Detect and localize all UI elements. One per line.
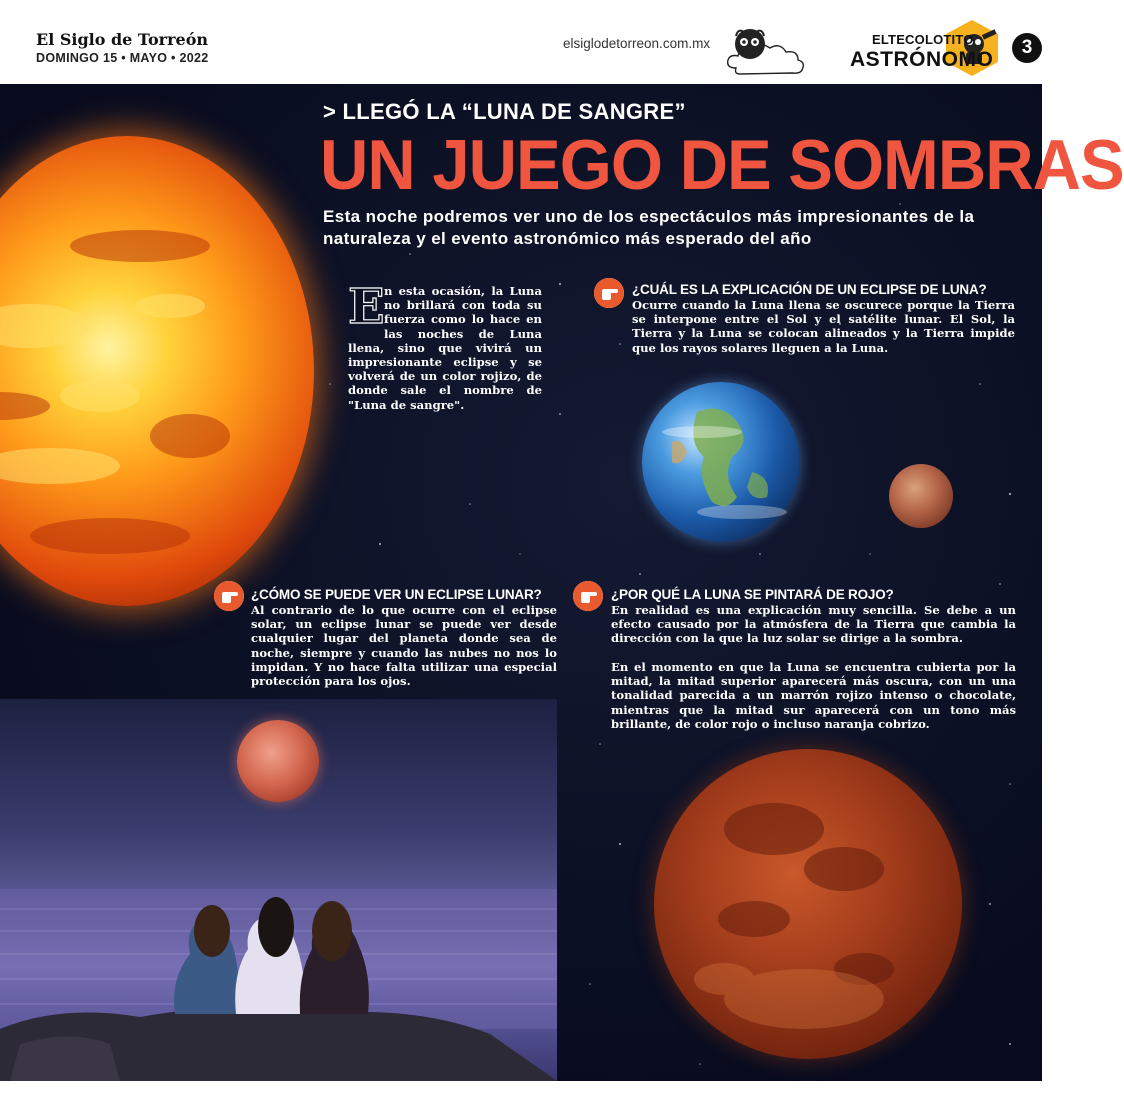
section-body-rojo: En realidad es una explicación muy sencilla. Se debe a un efecto causado por la atmósfera de la Tierra que cambia la dirección con la que la luz solar se dirige a la sombra. — [611, 603, 1016, 646]
el-tecolotito-astronomo-logo — [848, 18, 1002, 80]
brand-title-bottom: ASTRÓNOMO — [850, 48, 994, 71]
issue-date: DOMINGO 15 • MAYO • 2022 — [36, 51, 209, 65]
section-body-rojo-2: En el momento en que la Luna se encuentra cubierta por la mitad, la mitad superior aparecerá más oscura, con un una tonalidad parecida a un marrón rojizo intenso o chocolate, mientras que la mitad sur aparecerá con un tono más brillante, de color rojo o incluso naranja cobrizo. — [611, 660, 1016, 731]
owl-cloud-icon — [722, 24, 808, 80]
earth-continents — [642, 382, 800, 542]
section-title-rojo: ¿POR QUÉ LA LUNA SE PINTARÁ DE ROJO? — [611, 587, 894, 602]
section-body-como-ver: Al contrario de lo que ocurre con el eclipse solar, un eclipse lunar se puede ver desde cualquier lugar del planeta donde sea de noche, siempre y cuando las nubes no nos lo impidan. Y no hace falta utilizar una especial protección para los ojos. — [251, 603, 557, 689]
earth-image — [642, 382, 800, 542]
newspaper-masthead: El Siglo de Torreón — [36, 30, 209, 49]
pointing-hand-icon — [594, 278, 624, 308]
small-moon-image — [889, 464, 953, 528]
blood-moon-image — [654, 749, 962, 1059]
people-watching-moon-photo — [0, 699, 557, 1081]
infographic-panel — [0, 84, 1124, 1081]
intro-text: n esta ocasión, la Luna no brillará con toda su fuerza como lo hace en las noches de Luna llena, sino que vivirá un impresionante eclipse y se volverá de un color rojizo, de donde sale el nombre de "Luna de sangre". — [348, 284, 542, 412]
intro-paragraph — [348, 279, 542, 412]
blood-moon-surface — [654, 749, 962, 1059]
article-headline: UN JUEGO DE SOMBRAS — [320, 126, 1124, 205]
sea-and-people-silhouette — [0, 699, 557, 1081]
section-title-explicacion: ¿CUÁL ES LA EXPLICACIÓN DE UN ECLIPSE DE LUNA? — [632, 282, 987, 297]
article-deck: Esta noche podremos ver uno de los espectáculos más impresionantes de la naturaleza y el evento astronómico más esperado del año — [323, 207, 975, 248]
section-body-explicacion: Ocurre cuando la Luna llena se oscurece porque la Tierra se interpone entre el Sol y el satélite lunar. El Sol, la Tierra y la Luna se colocan alineados y la Tierra impide que los rayos solares lleguen a la Luna. — [632, 298, 1015, 355]
website-url[interactable]: elsiglodetorreon.com.mx — [563, 36, 711, 51]
pointing-hand-icon — [214, 581, 244, 611]
pointing-hand-icon — [573, 581, 603, 611]
page-number-badge: 3 — [1012, 33, 1042, 63]
drop-cap: E — [348, 279, 385, 335]
section-title-como-ver: ¿CÓMO SE PUEDE VER UN ECLIPSE LUNAR? — [251, 587, 542, 602]
page-header — [0, 0, 1080, 84]
article-kicker: > LLEGÓ LA “LUNA DE SANGRE” — [323, 99, 686, 124]
brand-title-top: ELTECOLOTITO — [872, 32, 974, 47]
